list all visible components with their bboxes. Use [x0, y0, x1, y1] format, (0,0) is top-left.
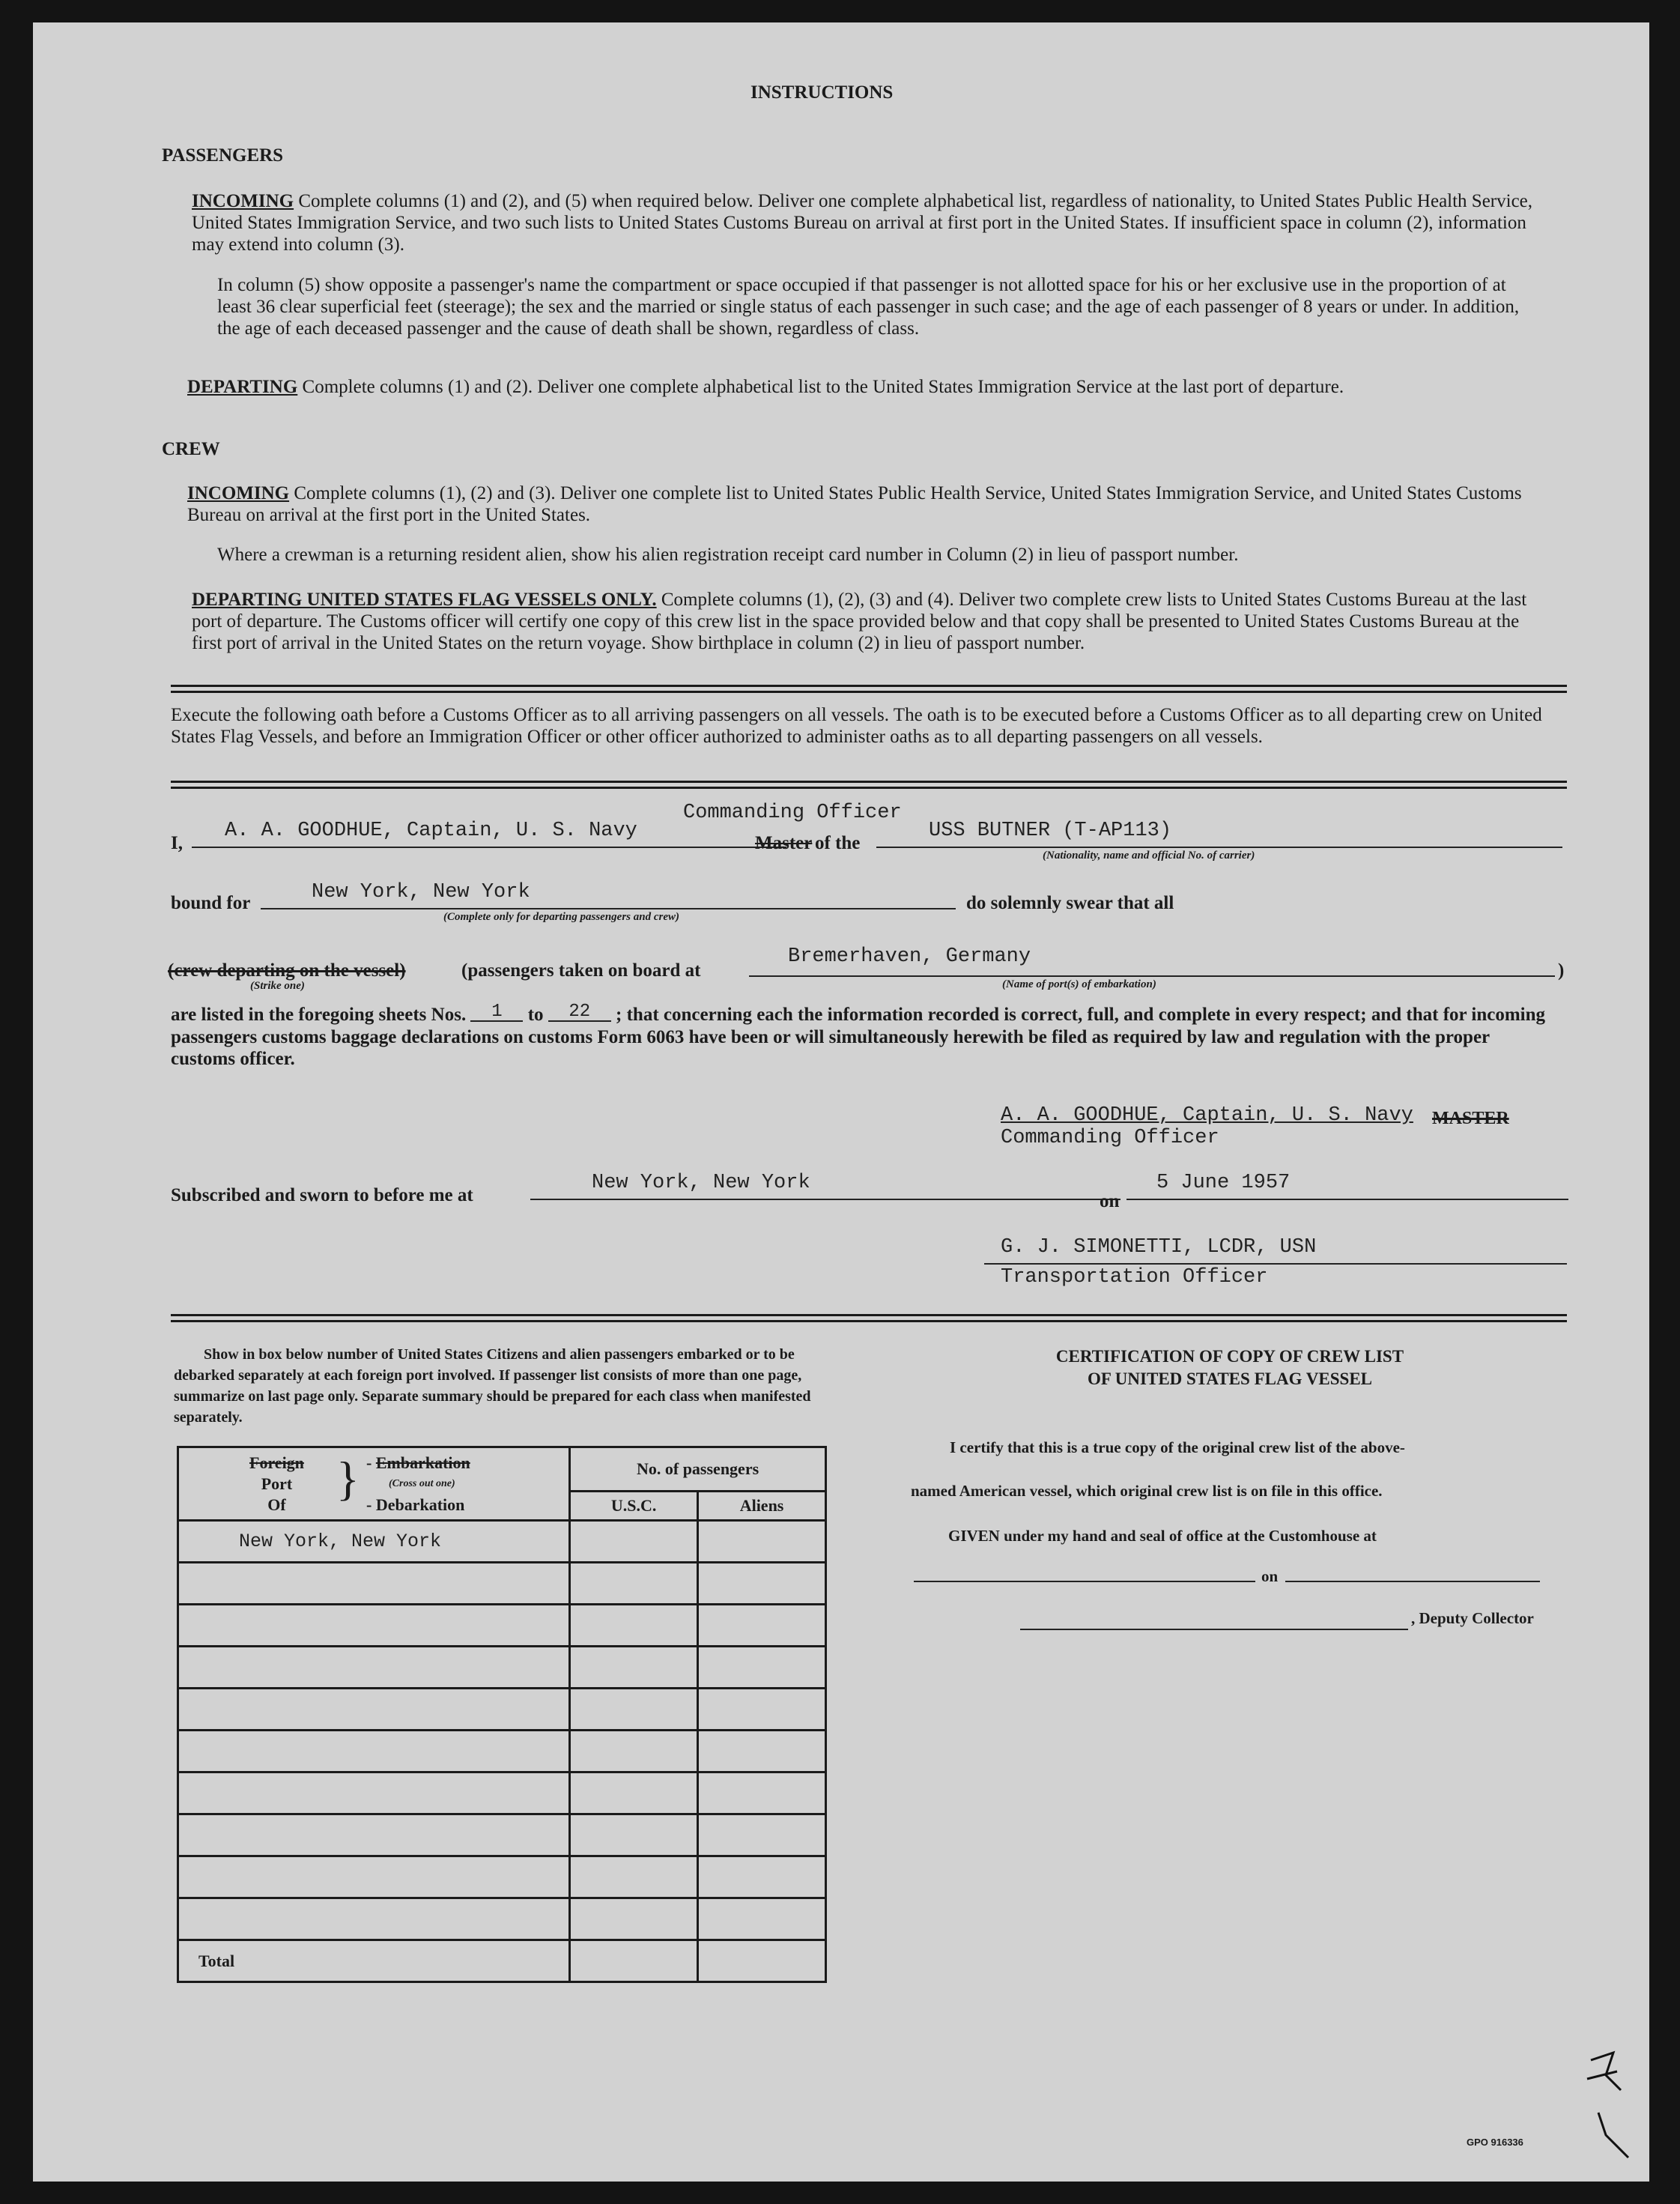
sheets-paragraph	[171, 1004, 1549, 1070]
signature-name: A. A. GOODHUE, Captain, U. S. Navy	[1001, 1104, 1413, 1127]
aliens-header: Aliens	[698, 1492, 826, 1521]
port-line	[749, 975, 1555, 977]
certification-on-label: on	[1261, 1567, 1279, 1585]
crew-incoming-text: Complete columns (1), (2) and (3). Deliver one complete list to United States Public Health Service, United States Immigration Service, and United States Customs Bureau on arrival at the first port in the United States.	[187, 483, 1522, 525]
certification-line2: named American vessel, which original crew list is on file in this office.	[911, 1482, 1383, 1500]
passengers-taken-label: (passengers taken on board at	[461, 960, 701, 981]
officer2-title: Transportation Officer	[1001, 1266, 1268, 1289]
passenger-summary-table	[177, 1446, 827, 1983]
crew-departing-text: Complete columns (1), (2), (3) and (4). Deliver two complete crew lists to United States Customs Bureau at the last port of departure. The Customs officer will certify one copy of this crew list in the space provided below and that copy shall be presented to United States Customs Bureau at the first port of arrival in the United States on the return voyage. Show birthplace in column (2) in lieu of passport number.	[192, 590, 1527, 653]
officer2-line	[984, 1263, 1567, 1265]
form-sheet	[33, 22, 1649, 2182]
total-row	[178, 1940, 826, 1982]
passengers-column5-paragraph: In column (5) show opposite a passenger's name the compartment or space occupied if that passenger is not allotted space for his or her exclusive use in the proportion of at least 36 clear superficial feet (steerage); the sex and the married or single status of each passenger in such case; and the age of each passenger of 8 years or under. In addition, the age of each deceased passenger and the cause of death shall be shown, regardless of class.	[217, 275, 1520, 339]
commanding-officer-typed: Commanding Officer	[683, 802, 902, 824]
officer-name: A. A. GOODHUE, Captain, U. S. Navy	[225, 820, 637, 842]
bound-for-value: New York, New York	[312, 881, 530, 903]
sworn-place: New York, New York	[592, 1172, 810, 1194]
master-struck-2: MASTER	[1432, 1109, 1509, 1128]
port-of-embarkation: Bremerhaven, Germany	[788, 945, 1031, 968]
master-struck: Master	[755, 833, 813, 853]
no-passengers-header: No. of passengers	[570, 1447, 826, 1492]
table-row	[178, 1898, 826, 1940]
passengers-heading: PASSENGERS	[162, 145, 284, 166]
sworn-date-line	[1126, 1199, 1568, 1200]
officer-name-line	[192, 847, 786, 848]
table-row	[178, 1521, 826, 1563]
table-row	[178, 1814, 826, 1856]
bound-for-caption: (Complete only for departing passengers and crew)	[443, 911, 679, 923]
port-header-cell	[178, 1447, 570, 1521]
aliens-cell	[698, 1521, 826, 1563]
passengers-incoming-text: Complete columns (1) and (2), and (5) when required below. Deliver one complete alphabetical list, regardless of nationality, to United States Public Health Service, United States Immigration Service, and two such lists to United States Customs Bureau on arrival at first port in the United States. If insufficient space in column (2), information may extend into column (3).	[192, 191, 1533, 255]
table-row	[178, 1647, 826, 1689]
crew-heading: CREW	[162, 439, 220, 459]
section-divider	[171, 781, 1567, 789]
page-title: INSTRUCTIONS	[750, 82, 894, 103]
crew-departing-label: DEPARTING UNITED STATES FLAG VESSELS ONLY.	[192, 590, 657, 610]
crew-struck: (crew departing on the vessel)	[168, 960, 406, 981]
embarkation-line: - Embarkation	[366, 1453, 470, 1472]
certification-title	[939, 1345, 1520, 1390]
gpo-number: GPO 916336	[1467, 2137, 1523, 2148]
summary-instructions: Show in box below number of United States Citizens and alien passengers embarked or to be debarked separately at each foreign port involved. If passenger list consists of more than one page, summarize on last page only. Separate summary should be prepared for each class when manifested separately.	[174, 1346, 811, 1426]
table-row	[178, 1563, 826, 1605]
first-port-cell: New York, New York	[178, 1521, 570, 1563]
table-row	[178, 1856, 826, 1898]
debarkation-line: - Debarkation	[366, 1495, 465, 1514]
certification-line3: GIVEN under my hand and seal of office at the Customhouse at	[948, 1527, 1377, 1545]
officer2-name: G. J. SIMONETTI, LCDR, USN	[1001, 1236, 1317, 1259]
certification-date-line	[1285, 1581, 1540, 1582]
of-the-label: of the	[815, 833, 861, 853]
oath-intro-paragraph: Execute the following oath before a Customs Officer as to all arriving passengers on all vessels. The oath is to be executed before a Customs Officer as to all departing crew on United States Flag Vessels, and before an Immigration Officer or other officer authorized to administer oaths as to all departing passengers on all vessels.	[171, 705, 1542, 747]
signature-title: Commanding Officer	[1001, 1127, 1219, 1149]
sheets-label: are listed in the foregoing sheets Nos.	[171, 1005, 467, 1025]
sheet-to: 22	[548, 1004, 611, 1022]
vessel-name: USS BUTNER (T-AP113)	[929, 820, 1172, 842]
total-label: Total	[178, 1940, 570, 1982]
usc-header: U.S.C.	[570, 1492, 698, 1521]
crew-departing-paragraph	[192, 589, 1540, 654]
passengers-departing-label: DEPARTING	[187, 377, 298, 397]
brace: }	[336, 1452, 360, 1505]
handwritten-mark	[1576, 2045, 1636, 2165]
section-divider	[171, 685, 1567, 693]
strike-one-caption: (Strike one)	[250, 980, 305, 992]
certification-title-line2: OF UNITED STATES FLAG VESSEL	[1087, 1369, 1373, 1388]
to-label: to	[527, 1005, 544, 1025]
bound-for-line	[261, 908, 956, 909]
table-row	[178, 1689, 826, 1731]
vessel-caption: (Nationality, name and official No. of carrier)	[1043, 850, 1255, 862]
certification-line1: I certify that this is a true copy of the original crew list of the above-	[950, 1438, 1405, 1456]
port-label: Port	[261, 1474, 293, 1493]
usc-cell	[570, 1521, 698, 1563]
passengers-departing-text: Complete columns (1) and (2). Deliver one complete alphabetical list to the United States Immigration Service at the last port of departure.	[302, 377, 1344, 397]
sworn-place-line	[530, 1199, 1120, 1200]
sheets-text: ; that concerning each the information recorded is correct, full, and complete in every respect; and that for incoming passengers customs baggage declarations on customs Form 6063 have been or will simultaneously herewith be filed as required by law and regulation with the proper customs officer.	[171, 1005, 1546, 1069]
sheet-from: 1	[470, 1004, 523, 1022]
bound-for-label: bound for	[171, 893, 251, 913]
of-label: Of	[267, 1495, 286, 1514]
vessel-line	[876, 847, 1562, 848]
table-row	[178, 1605, 826, 1647]
swear-text: do solemnly swear that all	[966, 893, 1174, 913]
port-caption: (Name of port(s) of embarkation)	[1002, 978, 1156, 990]
sworn-date: 5 June 1957	[1156, 1172, 1291, 1194]
customhouse-line	[914, 1581, 1255, 1582]
cross-out-caption: (Cross out one)	[389, 1478, 455, 1489]
deputy-line	[1020, 1629, 1408, 1630]
table-row	[178, 1731, 826, 1772]
crew-alien-paragraph: Where a crewman is a returning resident alien, show his alien registration receipt card number in Column (2) in lieu of passport number.	[217, 545, 1239, 565]
close-paren: )	[1558, 960, 1565, 981]
passengers-incoming-paragraph	[192, 190, 1540, 255]
sworn-on-label: on	[1100, 1191, 1120, 1211]
crew-incoming-label: INCOMING	[187, 483, 290, 503]
table-row	[178, 1772, 826, 1814]
passengers-departing-paragraph	[187, 376, 1540, 398]
section-divider	[171, 1314, 1567, 1322]
deputy-collector-label: , Deputy Collector	[1411, 1609, 1534, 1627]
crew-incoming-paragraph	[187, 482, 1540, 526]
certification-title-line1: CERTIFICATION OF COPY OF CREW LIST	[1055, 1347, 1404, 1366]
foreign-struck: Foreign	[249, 1453, 304, 1472]
subscribed-label: Subscribed and sworn to before me at	[171, 1185, 473, 1205]
oath-i-label: I,	[171, 833, 183, 853]
passengers-incoming-label: INCOMING	[192, 191, 294, 211]
